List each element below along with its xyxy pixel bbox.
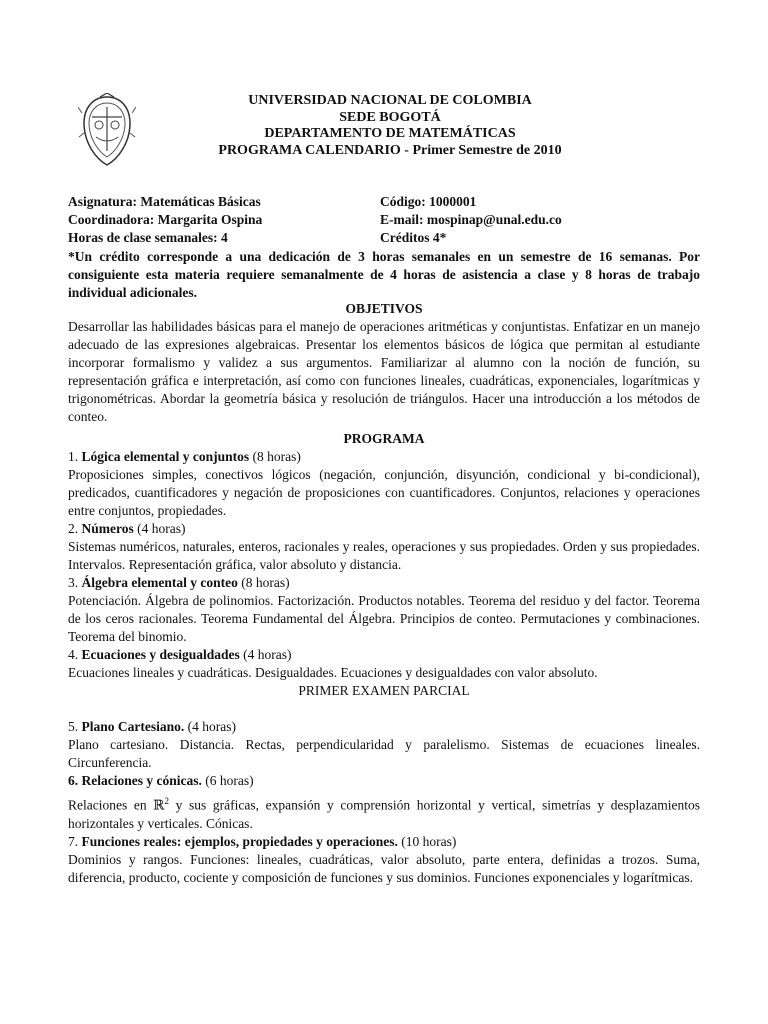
unit-text: Proposiciones simples, conectivos lógicos (negación, conjunción, disyunción, condicional y bi-condicional), predicados, cuantificadores y negación de proposiciones con cuantificadores. Conjuntos, relaciones y operaciones entre conjuntos, propiedades. xyxy=(68,467,700,518)
coordinator-email: E-mail: mospinap@unal.edu.co xyxy=(380,212,562,227)
unit-text-part: Relaciones en xyxy=(68,797,154,813)
unit-title: . Relaciones y cónicas. xyxy=(74,773,202,788)
unit-number: 5. xyxy=(68,719,82,734)
document-body xyxy=(68,300,700,887)
coordinator: Coordinadora: Margarita Ospina xyxy=(68,212,263,227)
unit-title: Números xyxy=(81,521,134,536)
objectives-text: Desarrollar las habilidades básicas para el manejo de operaciones aritméticas y conjuntistas. Enfatizar en un manejo adecuado de las expresiones algebraicas. Presentar los elementos básicos de lógica que permitan al estudiante incorporar formalismo y validez a sus argumentos. Familiarizar al alumno con la noción de función, su representación gráfica e interpretación, así como con funciones lineales, cuadráticas, exponenciales, logarítmicas y trigonométricas. Abordar la geometría básica y resolución de triángulos. Hacer una introducción a los métodos de conteo. xyxy=(68,319,700,424)
unit-number: 7. xyxy=(68,833,82,849)
credits: Créditos 4* xyxy=(380,230,447,245)
unit-text-part: y sus gráficas, expansión y comprensión horizontal y vertical, simetrías y desplazamientos horizontales y verticales. Cónicas. xyxy=(68,797,700,831)
weekly-hours: Horas de clase semanales: 4 xyxy=(68,230,228,245)
unit-text: Plano cartesiano. Distancia. Rectas, perpendicularidad y paralelismo. Sistemas de ecuaciones lineales. Circunferencia. xyxy=(68,737,700,770)
course-code: Código: 1000001 xyxy=(380,194,477,209)
course-name: Asignatura: Matemáticas Básicas xyxy=(68,194,261,209)
unit-title: Ecuaciones y desigualdades xyxy=(81,647,240,662)
department-name: DEPARTAMENTO DE MATEMÁTICAS xyxy=(264,126,516,141)
unit-hours: (4 horas) xyxy=(239,647,292,662)
first-exam-label: PRIMER EXAMEN PARCIAL xyxy=(298,683,470,698)
unit-number: 4. xyxy=(68,647,82,662)
unit-5 xyxy=(68,718,700,772)
unit-hours: (8 horas) xyxy=(237,575,290,590)
unit-7 xyxy=(68,833,700,887)
course-info xyxy=(68,193,708,247)
unit-hours: (8 horas) xyxy=(249,449,301,464)
unit-number: 3. xyxy=(68,575,82,590)
university-seal-icon xyxy=(78,93,136,169)
unit-title: Lógica elemental y conjuntos xyxy=(81,449,250,464)
unit-title: Funciones reales: ejemplos, propiedades y operaciones. xyxy=(81,833,398,849)
campus-name: SEDE BOGOTÁ xyxy=(339,109,441,125)
unit-title: Álgebra elemental y conteo xyxy=(81,575,238,590)
unit-6 xyxy=(68,772,700,833)
unit-text xyxy=(68,792,700,833)
unit-4 xyxy=(68,646,700,682)
unit-1 xyxy=(68,448,700,520)
exponent: 2 xyxy=(164,796,169,806)
unit-3 xyxy=(68,574,700,646)
unit-hours: (4 horas) xyxy=(133,521,186,536)
unit-hours: (4 horas) xyxy=(184,719,236,734)
unit-text: Sistemas numéricos, naturales, enteros, racionales y reales, operaciones y sus propiedades. Orden y sus propiedades. Intervalos. Representación gráfica, valor absoluto y distancia. xyxy=(68,539,700,572)
university-name: UNIVERSIDAD NACIONAL DE COLOMBIA xyxy=(248,93,532,108)
unit-title: Plano Cartesiano. xyxy=(81,719,185,734)
unit-number: 2. xyxy=(68,521,82,536)
unit-text: Potenciación. Álgebra de polinomios. Factorización. Productos notables. Teorema del residuo y del factor. Teorema de los ceros racionales. Teorema Fundamental del Álgebra. Principios de conteo. Permutaciones y combinaciones. Teorema del binomio. xyxy=(68,593,700,644)
unit-hours: (10 horas) xyxy=(397,833,457,849)
program-section-title: PROGRAMA xyxy=(343,431,425,446)
unit-text: Ecuaciones lineales y cuadráticas. Desigualdades. Ecuaciones y desigualdades con valor absoluto. xyxy=(68,665,598,680)
credit-note: *Un crédito corresponde a una dedicación de 3 horas semanales en un semestre de 16 semanas. Por consiguiente esta materia requiere semanalmente de 4 horas de asistencia a clase y 8 horas de trabajo individual adicionales. xyxy=(68,249,700,300)
real-numbers-symbol: ℝ xyxy=(153,797,165,813)
unit-2 xyxy=(68,520,700,574)
document-header xyxy=(150,93,630,159)
unit-number: 1. xyxy=(68,449,82,464)
unit-text: Dominios y rangos. Funciones: lineales, cuadráticas, valor absoluto, parte entera, definidas a trozos. Suma, diferencia, producto, cociente y composición de funciones y sus dominios. Funciones exponenciales y logarítmicas. xyxy=(68,851,700,885)
objectives-title: OBJETIVOS xyxy=(345,301,423,316)
program-title: PROGRAMA CALENDARIO - Primer Semestre de 2010 xyxy=(218,142,562,158)
unit-hours: (6 horas) xyxy=(201,773,254,788)
unit-number: 6 xyxy=(68,773,75,788)
